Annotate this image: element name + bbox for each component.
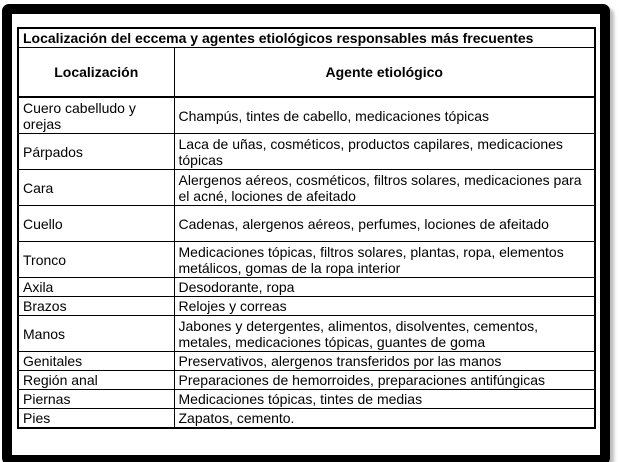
location-cell: Pies [18, 409, 174, 429]
table-title: Localización del eccema y agentes etiológicos responsables más frecuentes [18, 28, 595, 48]
agent-cell: Medicaciones tópicas, filtros solares, plantas, ropa, elementos metálicos, gomas de la ropa interior [174, 242, 595, 278]
table-header-row [18, 48, 595, 98]
agent-cell: Preparaciones de hemorroides, preparaciones antifúngicas [174, 371, 595, 390]
table-title-row [18, 28, 595, 48]
table-row [18, 242, 595, 278]
table-row [18, 390, 595, 409]
location-cell: Cara [18, 170, 174, 206]
location-cell: Cuello [18, 206, 174, 242]
location-cell: Manos [18, 316, 174, 352]
agent-cell: Relojes y correas [174, 297, 595, 316]
table-row [18, 278, 595, 297]
agent-cell: Medicaciones tópicas, tintes de medias [174, 390, 595, 409]
location-cell: Cuero cabelludo y orejas [18, 97, 174, 134]
column-header-agente-etiologico: Agente etiológico [174, 48, 595, 98]
agent-cell: Laca de uñas, cosméticos, productos capilares, medicaciones tópicas [174, 134, 595, 170]
table-row [18, 371, 595, 390]
table-row [18, 134, 595, 170]
agent-cell: Desodorante, ropa [174, 278, 595, 297]
agent-cell: Cadenas, alergenos aéreos, perfumes, lociones de afeitado [174, 206, 595, 242]
table-row [18, 316, 595, 352]
location-cell: Tronco [18, 242, 174, 278]
agent-cell: Alergenos aéreos, cosméticos, filtros solares, medicaciones para el acné, lociones de afeitado [174, 170, 595, 206]
location-cell: Genitales [18, 352, 174, 371]
agent-cell: Champús, tintes de cabello, medicaciones tópicas [174, 97, 595, 134]
location-cell: Párpados [18, 134, 174, 170]
table-row [18, 352, 595, 371]
agent-cell: Jabones y detergentes, alimentos, disolventes, cementos, metales, medicaciones tópicas, guantes de goma [174, 316, 595, 352]
location-cell: Región anal [18, 371, 174, 390]
column-header-localizacion: Localización [18, 48, 174, 98]
table-frame-border [2, 4, 610, 462]
table-row [18, 170, 595, 206]
location-cell: Brazos [18, 297, 174, 316]
agent-cell: Preservativos, alergenos transferidos por las manos [174, 352, 595, 371]
table-row [18, 409, 595, 429]
table-row [18, 206, 595, 242]
agent-cell: Zapatos, cemento. [174, 409, 595, 429]
table-row [18, 97, 595, 134]
location-cell: Axila [18, 278, 174, 297]
table-row [18, 297, 595, 316]
location-cell: Piernas [18, 390, 174, 409]
eczema-localization-table [17, 27, 596, 429]
